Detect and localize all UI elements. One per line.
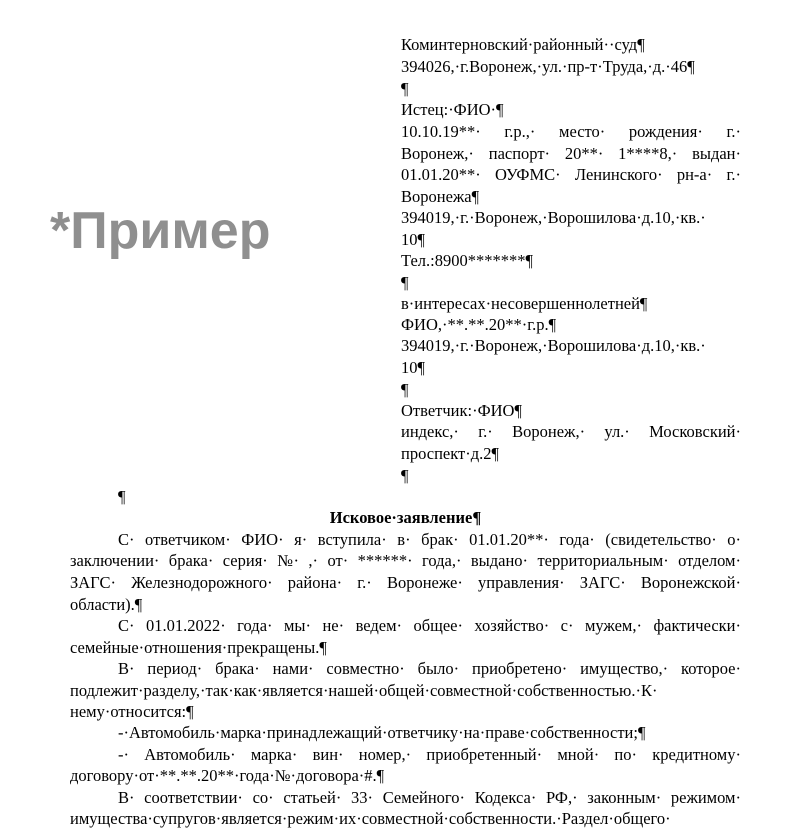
header-line: ¶ [401, 380, 409, 399]
header-line: Коминтерновский·районный··суд¶ [401, 35, 645, 54]
body-line: С· 01.01.2022· года· мы· не· ведем· общее· хозяйство· с· мужем,· фактически· [118, 616, 741, 635]
header-line: 394019,·г.·Воронеж,·Ворошилова·д.10,·кв.· [401, 336, 706, 355]
watermark: *Пример [50, 202, 271, 260]
body-line: -· Автомобиль· марка· вин· номер,· приобретенный· мной· по· кредитному· [118, 745, 741, 764]
header-line: в·интересах·несовершеннолетней¶ [401, 294, 648, 313]
body-line: В· соответствии· со· статьей· 33· Семейного· Кодекса· РФ,· законным· режимом· [118, 788, 741, 807]
body-line: ЗАГС· Железнодорожного· района· г.· Воронеже· управления· ЗАГС· Воронежской· [70, 573, 741, 592]
header-line: 10¶ [401, 230, 425, 249]
header-line: 394026,·г.Воронеж,·ул.·пр-т·Труда,·д.·46¶ [401, 57, 695, 76]
document-title: Исковое·заявление¶ [329, 508, 482, 527]
header-line: Воронежа¶ [401, 187, 480, 206]
header-line: ФИО,·**.**.20**·г.р.¶ [401, 315, 557, 334]
header-line: Истец:·ФИО·¶ [401, 100, 504, 119]
body-line: В· период· брака· нами· совместно· было· приобретено· имущество,· которое· [118, 659, 741, 678]
header-line: ¶ [401, 79, 409, 98]
body-line: -·Автомобиль·марка·принадлежащий·ответчику·на·праве·собственности;¶ [118, 723, 646, 742]
body-line: заключении· брака· серия· №· ,· от· ******· года,· выдано· территориальным· отделом· [70, 551, 741, 570]
header-line: Ответчик:·ФИО¶ [401, 401, 522, 420]
header-line: проспект·д.2¶ [401, 444, 499, 463]
header-line: ¶ [401, 273, 409, 292]
header-line: 394019,·г.·Воронеж,·Ворошилова·д.10,·кв.· [401, 208, 706, 227]
body-line: имущества·супругов·является·режим·их·совместной·собственности.·Раздел·общего· [70, 809, 671, 828]
body-line: договору·от·**.**.20**·года·№·договора·#.¶ [70, 766, 385, 785]
header-line: индекс,· г.· Воронеж,· ул.· Московский· [401, 422, 741, 441]
body-line: семейные·отношения·прекращены.¶ [70, 638, 327, 657]
header-line: ¶ [401, 466, 409, 485]
body-line: области).¶ [70, 595, 143, 614]
header-line: 10.10.19**· г.р.,· место· рождения· г.· [401, 122, 741, 141]
header-line: Тел.:8900*******¶ [401, 251, 533, 270]
body-line: С· ответчиком· ФИО· я· вступила· в· брак· 01.01.20**· года· (свидетельство· о· [118, 530, 741, 549]
body-line: подлежит·разделу,·так·как·является·нашей·общей·совместной·собственностью.·К· [70, 681, 658, 700]
body-line: нему·относится:¶ [70, 702, 194, 721]
empty-paragraph: ¶ [118, 487, 126, 506]
header-line: 01.01.20**· ОУФМС· Ленинского· рн-а· г.· [401, 165, 741, 184]
header-line: 10¶ [401, 358, 425, 377]
header-line: Воронеж,· паспорт· 20**· 1****8,· выдан· [401, 144, 741, 163]
